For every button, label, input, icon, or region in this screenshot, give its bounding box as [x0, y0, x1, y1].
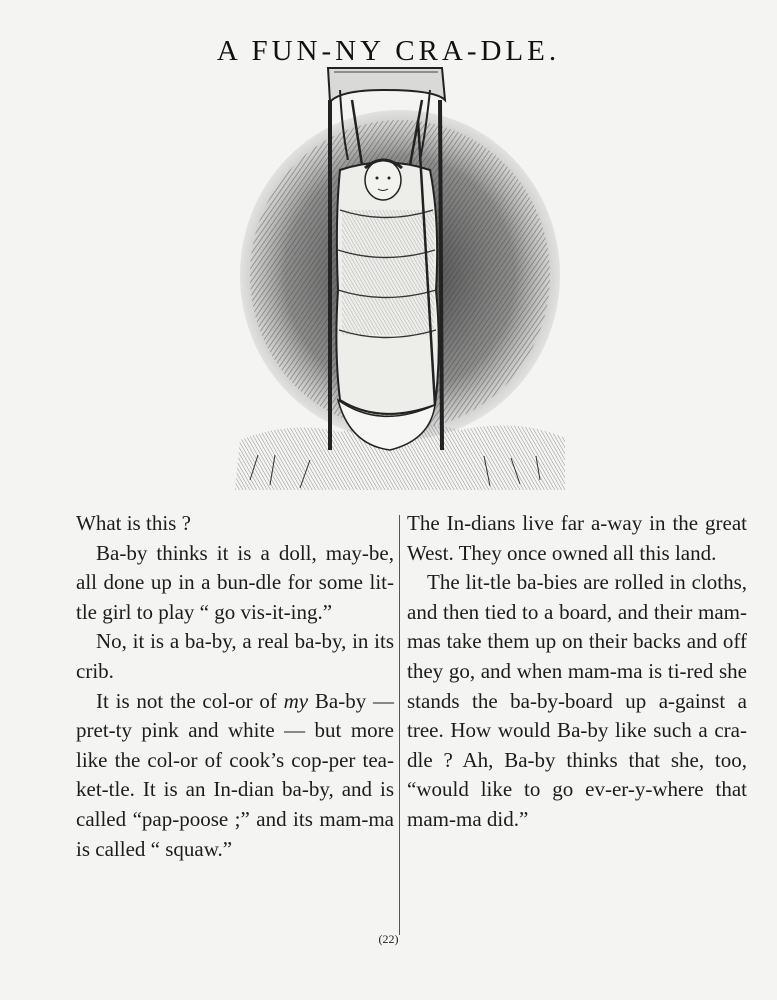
cradle-pole-right	[440, 100, 442, 450]
left-paragraph-1: What is this ?	[76, 511, 191, 535]
column-divider	[399, 515, 400, 935]
right-text-column	[407, 509, 747, 835]
cradle-hood	[328, 68, 445, 102]
left-paragraph-2: Ba-by thinks it is a doll, may-be, all done up in a bun-dle for some lit-tle girl to play “ go vis-it-ing.”	[76, 540, 394, 624]
page-number: (22)	[378, 932, 399, 946]
right-paragraph-1: The In-dians live far a-way in the great West. They once owned all this land.	[407, 511, 747, 565]
left-paragraph-4-end: Ba-by — pret-ty pink and white — but more like the col-or of cook’s cop-per tea-ket-tle. It is an In-dian ba-by, and is called “pap-poose ;” and its mam-ma is called “ squaw.”	[76, 688, 394, 861]
papoose-cradle-illustration	[230, 60, 570, 495]
page-title: A FUN-NY CRA-DLE.	[216, 35, 561, 68]
left-paragraph-4-start: It is not the col-or of	[96, 688, 284, 713]
baby-face	[365, 160, 401, 200]
right-paragraph-2: The lit-tle ba-bies are rolled in cloths, and then tied to a board, and their mam-mas take them up on their backs and off they go, and when mam-ma is ti-red she stands the ba-by-board up a-gainst a tree. How would Ba-by like such a cra-dle ? Ah, Ba-by thinks that she, too, “would like to go ev-er-y-where that mam-ma did.”	[407, 570, 747, 831]
emphasis-my: my	[283, 688, 309, 713]
left-text-column	[76, 509, 394, 864]
left-paragraph-3: No, it is a ba-by, a real ba-by, in its crib.	[76, 629, 394, 683]
left-paragraph-4	[76, 687, 394, 865]
